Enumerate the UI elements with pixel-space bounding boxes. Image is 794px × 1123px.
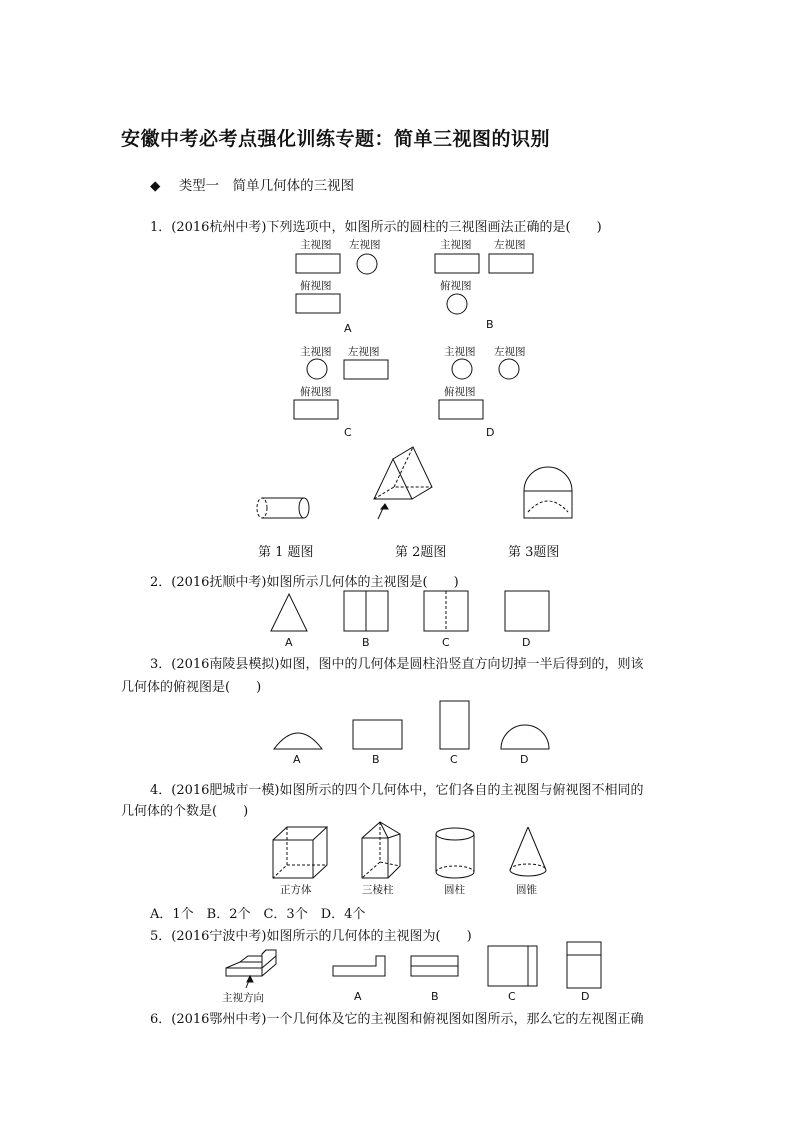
q3-option-b-label: B [372, 753, 380, 766]
fig2-caption: 第 2题图 [395, 545, 447, 560]
q5-option-b-label: B [431, 990, 439, 1003]
q4-cylinder-label: 圆柱 [444, 884, 465, 896]
diamond-bullet-icon: ◆ [150, 178, 161, 194]
q5-option-c-label: C [508, 990, 516, 1003]
question-3-text-line2: 几何体的俯视图是( ) [121, 680, 262, 695]
question-6-text: 6．(2016鄂州中考)一个几何体及它的主视图和俯视图如图所示，那么它的左视图正确 [150, 1012, 644, 1027]
fig3-caption: 第 3题图 [508, 545, 560, 560]
q5-stepped-solid [226, 950, 276, 988]
question-2-text: 2．(2016抚顺中考)如图所示几何体的主视图是( ) [150, 575, 459, 590]
q4-answer-choices: A．1个 B．2个 C．3个 D．4个 [150, 907, 366, 922]
section-label: 类型一 简单几何体的三视图 [178, 178, 355, 194]
question-4-text-line1: 4．(2016肥城市一模)如图所示的四个几何体中，它们各自的主视图与俯视图不相同的 [150, 783, 644, 798]
q5-direction-label: 主视方向 [222, 992, 264, 1004]
q5-option-d-label: D [581, 990, 590, 1003]
question-4-text-line2: 几何体的个数是( ) [121, 804, 249, 819]
page-title: 安徽中考必考点强化训练专题：简单三视图的识别 [121, 128, 551, 150]
q1-a-left-label: 左视图 [349, 239, 381, 251]
q3-option-a-label: A [293, 753, 301, 766]
q3-option-d-label: D [520, 753, 529, 766]
q1-d-left-label: 左视图 [494, 346, 526, 358]
q1-c-top-label: 俯视图 [300, 386, 332, 398]
q5-option-a-label: A [354, 990, 362, 1003]
q4-cone-label: 圆锥 [516, 884, 537, 896]
q1-c-front-label: 主视图 [300, 346, 332, 358]
q1-d-front-label: 主视图 [444, 346, 476, 358]
q5-c-rect [488, 946, 537, 986]
q3-option-c-label: C [450, 753, 458, 766]
q1-option-d-label: D [486, 426, 495, 439]
q1-option-b-label: B [486, 318, 494, 331]
q2-option-b-label: B [362, 636, 370, 649]
q1-c-left-label: 左视图 [348, 346, 380, 358]
q1-a-top-label: 俯视图 [300, 280, 332, 292]
q2-option-d-label: D [522, 636, 531, 649]
q2-option-c-label: C [442, 636, 450, 649]
q1-option-c-label: C [344, 426, 352, 439]
q1-b-left-label: 左视图 [494, 239, 526, 251]
q1-option-a-label: A [344, 322, 352, 335]
fig1-caption: 第 1 题图 [258, 545, 314, 560]
q4-prism-label: 三棱柱 [362, 884, 394, 896]
q1-b-front-label: 主视图 [440, 239, 472, 251]
question-3-text-line1: 3．(2016南陵县模拟)如图，图中的几何体是圆柱沿竖直方向切掉一半后得到的，则该 [150, 657, 644, 672]
q1-b-top-label: 俯视图 [440, 280, 472, 292]
q5-d-rect [567, 942, 601, 988]
question-1-text: 1．(2016杭州中考)下列选项中，如图所示的圆柱的三视图画法正确的是( ) [150, 220, 602, 235]
q1-d-top-label: 俯视图 [444, 386, 476, 398]
q2-option-a-label: A [285, 636, 293, 649]
question-5-text: 5．(2016宁波中考)如图所示的几何体的主视图为( ) [150, 929, 472, 944]
q4-cube-label: 正方体 [280, 884, 312, 896]
q5-a-shape [333, 956, 385, 976]
q1-a-front-label: 主视图 [300, 239, 332, 251]
